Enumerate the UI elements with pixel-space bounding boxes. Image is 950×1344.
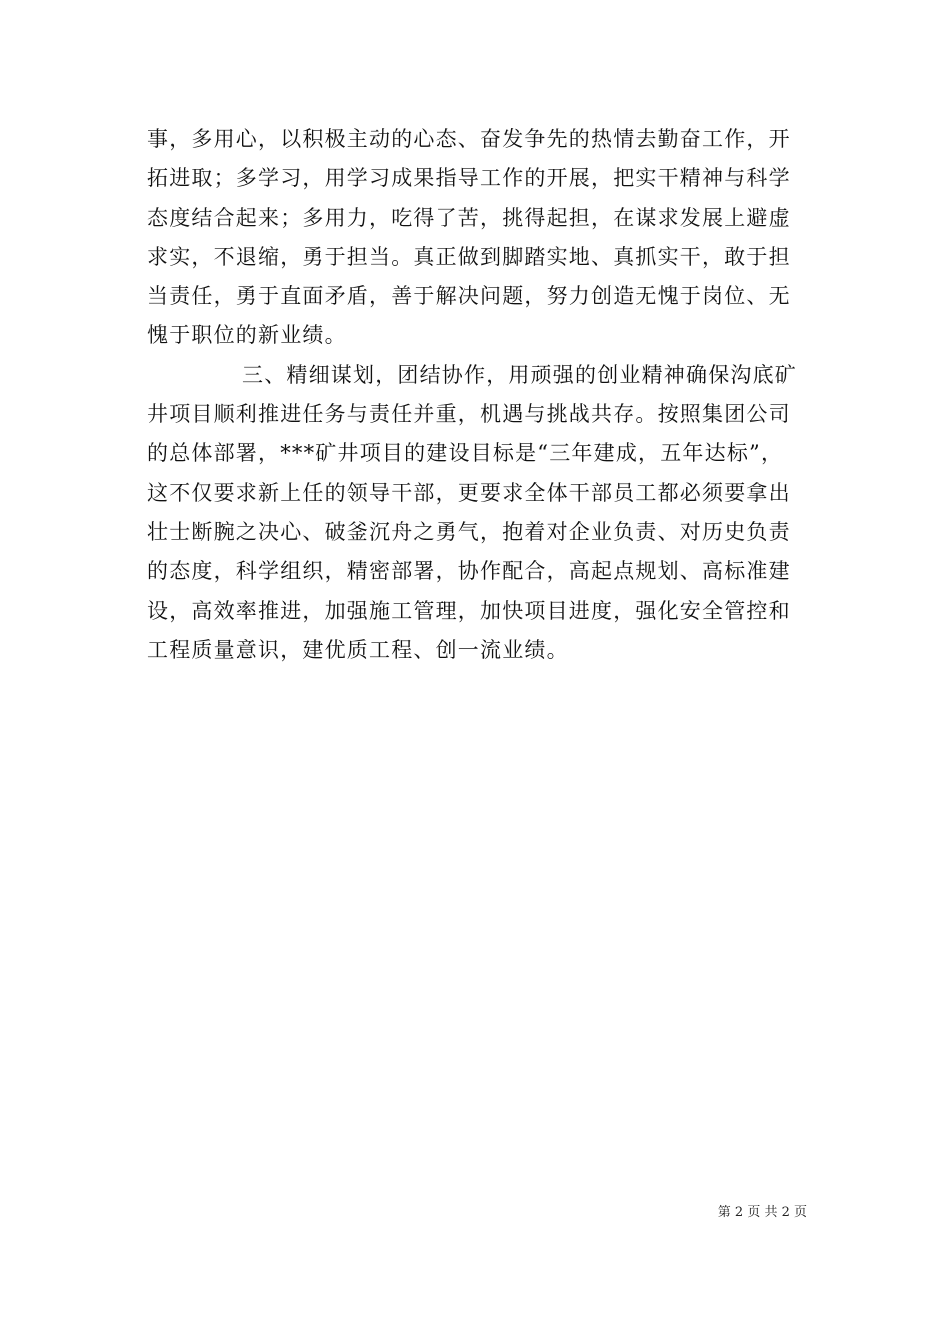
text-line: 这不仅要求新上任的领导干部，更要求全体干部员工都必须要拿出 (147, 480, 791, 505)
text-line: 壮士断腕之决心、破釜沉舟之勇气，抱着对企业负责、对历史负责 (147, 519, 791, 544)
text-line: 的总体部署，***矿井项目的建设目标是“三年建成，五年达标”， (147, 441, 784, 466)
text-line: 的态度，科学组织，精密部署，协作配合，高起点规划、高标准建 (147, 559, 791, 584)
text-line: 事，多用心，以积极主动的心态、奋发争先的热情去勤奋工作，开 (147, 127, 791, 151)
text-line: 当责任，勇于直面矛盾，善于解决问题，努力创造无愧于岗位、无 (147, 284, 791, 309)
text-line: 工程质量意识，建优质工程、创一流业绩。 (147, 637, 569, 662)
text-line: 设，高效率推进，加强施工管理，加快项目进度，强化安全管控和 (147, 598, 791, 623)
paragraph-start-line: 三、精细谋划，团结协作，用顽强的创业精神确保沟底矿 (242, 362, 797, 387)
page-number-footer: 第 2 页 共 2 页 (717, 1205, 807, 1220)
text-line: 拓进取；多学习，用学习成果指导工作的开展，把实干精神与科学 (147, 166, 791, 191)
document-body (147, 120, 809, 670)
text-line: 井项目顺利推进任务与责任并重，机遇与挑战共存。按照集团公司 (147, 402, 791, 427)
text-line: 求实，不退缩，勇于担当。真正做到脚踏实地、真抓实干，敢于担 (147, 244, 791, 269)
text-line: 态度结合起来；多用力，吃得了苦，挑得起担，在谋求发展上避虚 (147, 205, 791, 230)
text-line: 愧于职位的新业绩。 (147, 323, 347, 348)
